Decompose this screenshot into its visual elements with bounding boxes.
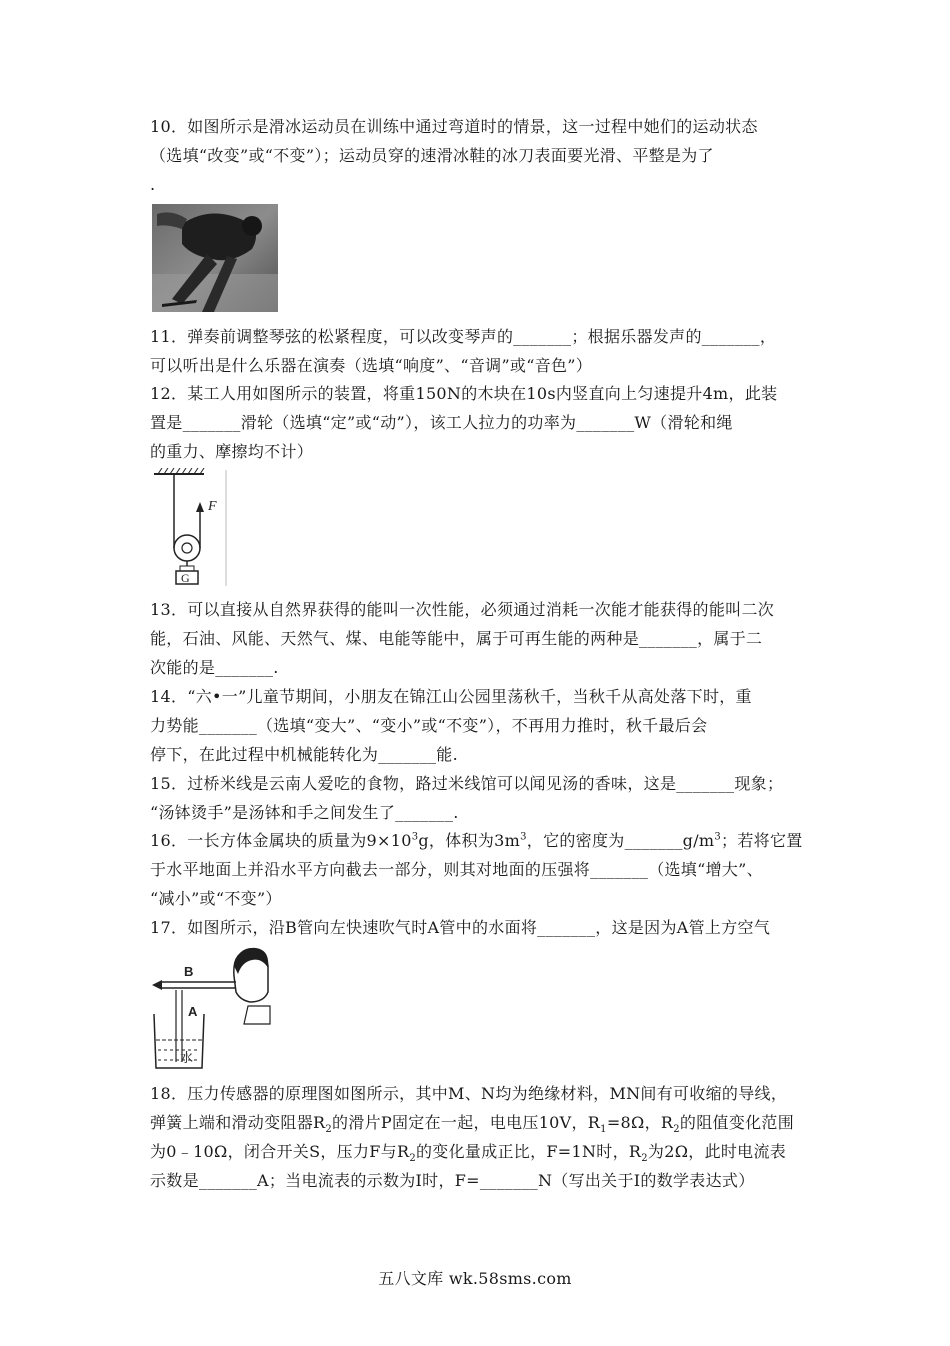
movable-pulley-diagram bbox=[152, 468, 232, 586]
q18-line-3: 为0﹣10Ω，闭合开关S，压力F与$R_2$的变化量成正比，F=1N时，$R_2$为2Ω，此时电流表 bbox=[150, 1142, 787, 1165]
q15-line-1: 15．过桥米线是云南人爱吃的食物，路过米线馆可以闻见汤的香味，这是_______现象； bbox=[150, 774, 784, 793]
speed-skater-photo bbox=[152, 204, 278, 312]
footer-watermark: 五八文库 wk.58sms.com bbox=[378, 1269, 572, 1288]
q16-line-1: 16．一长方体金属块的质量为$9\times 10^3g$，体积为$3m^3$，它的密度为$\_\_\_\_\_\_\_g/m^3$；若将它置 bbox=[150, 831, 803, 850]
force-label: F bbox=[208, 499, 217, 514]
q16-line-2: 于水平地面上并沿水平方向截去一部分，则其对地面的压强将_______（选填“增大”、 bbox=[150, 860, 763, 879]
q12-line-2: 置是_______滑轮（选填“定”或“动”），该工人拉力的功率为_______W（滑轮和绳 bbox=[150, 413, 733, 432]
q16-line-3: “减小”或“不变”） bbox=[150, 889, 282, 908]
q11-line-2: 可以听出是什么乐器在演奏（选填“响度”、“音调”或“音色”） bbox=[150, 356, 593, 375]
q12-line-3: 的重力、摩擦均不计） bbox=[150, 442, 314, 461]
q18-line-2: 弹簧上端和滑动变阻器$R_2$的滑片P固定在一起，电电压10V，$R_1=8\Omega$，$R_2$的阻值变化范围 bbox=[150, 1113, 795, 1136]
tube-a-label: A bbox=[188, 1004, 198, 1019]
q17-line-1: 17．如图所示，沿B管向左快速吹气时A管中的水面将_______，这是因为A管上方空气 bbox=[150, 918, 771, 937]
water-label: 水 bbox=[180, 1051, 194, 1066]
q18-line-4: 示数是_______A；当电流表的示数为I时，F=_______N（写出关于I的数学表达式） bbox=[150, 1171, 755, 1190]
weight-label: G bbox=[181, 571, 190, 585]
q10-line-3: . bbox=[150, 175, 156, 194]
q11-line-1: 11．弹奏前调整琴弦的松紧程度，可以改变琴声的_______；根据乐器发声的_______， bbox=[150, 327, 777, 346]
q18-line-1: 18．压力传感器的原理图如图所示，其中M、N均为绝缘材料，MN间有可收缩的导线， bbox=[150, 1084, 788, 1103]
q15-line-2: “汤钵烫手”是汤钵和手之间发生了_______. bbox=[150, 803, 459, 822]
q14-line-3: 停下，在此过程中机械能转化为_______能. bbox=[150, 745, 458, 764]
q14-line-2: 力势能_______（选填“变大”、“变小”或“不变”），不再用力推时，秋千最后会 bbox=[150, 716, 708, 735]
q13-line-2: 能，石油、风能、天然气、煤、电能等能中，属于可再生能的两种是_______，属于二 bbox=[150, 629, 763, 648]
blowing-tube-diagram bbox=[152, 946, 272, 1070]
q10-line-2: （选填“改变”或“不变”）；运动员穿的速滑冰鞋的冰刀表面要光滑、平整是为了 bbox=[150, 146, 714, 165]
q13-line-3: 次能的是_______. bbox=[150, 658, 279, 677]
q13-line-1: 13．可以直接从自然界获得的能叫一次性能，必须通过消耗一次能才能获得的能叫二次 bbox=[150, 600, 775, 619]
q14-line-1: 14．“六•一”儿童节期间，小朋友在锦江山公园里荡秋千，当秋千从高处落下时，重 bbox=[150, 687, 752, 706]
q12-line-1: 12．某工人用如图所示的装置，将重150N的木块在10s内竖直向上匀速提升4m，此装 bbox=[150, 384, 778, 403]
tube-b-label: B bbox=[184, 964, 194, 979]
q10-line-1: 10．如图所示是滑冰运动员在训练中通过弯道时的情景，这一过程中她们的运动状态 bbox=[150, 117, 758, 136]
